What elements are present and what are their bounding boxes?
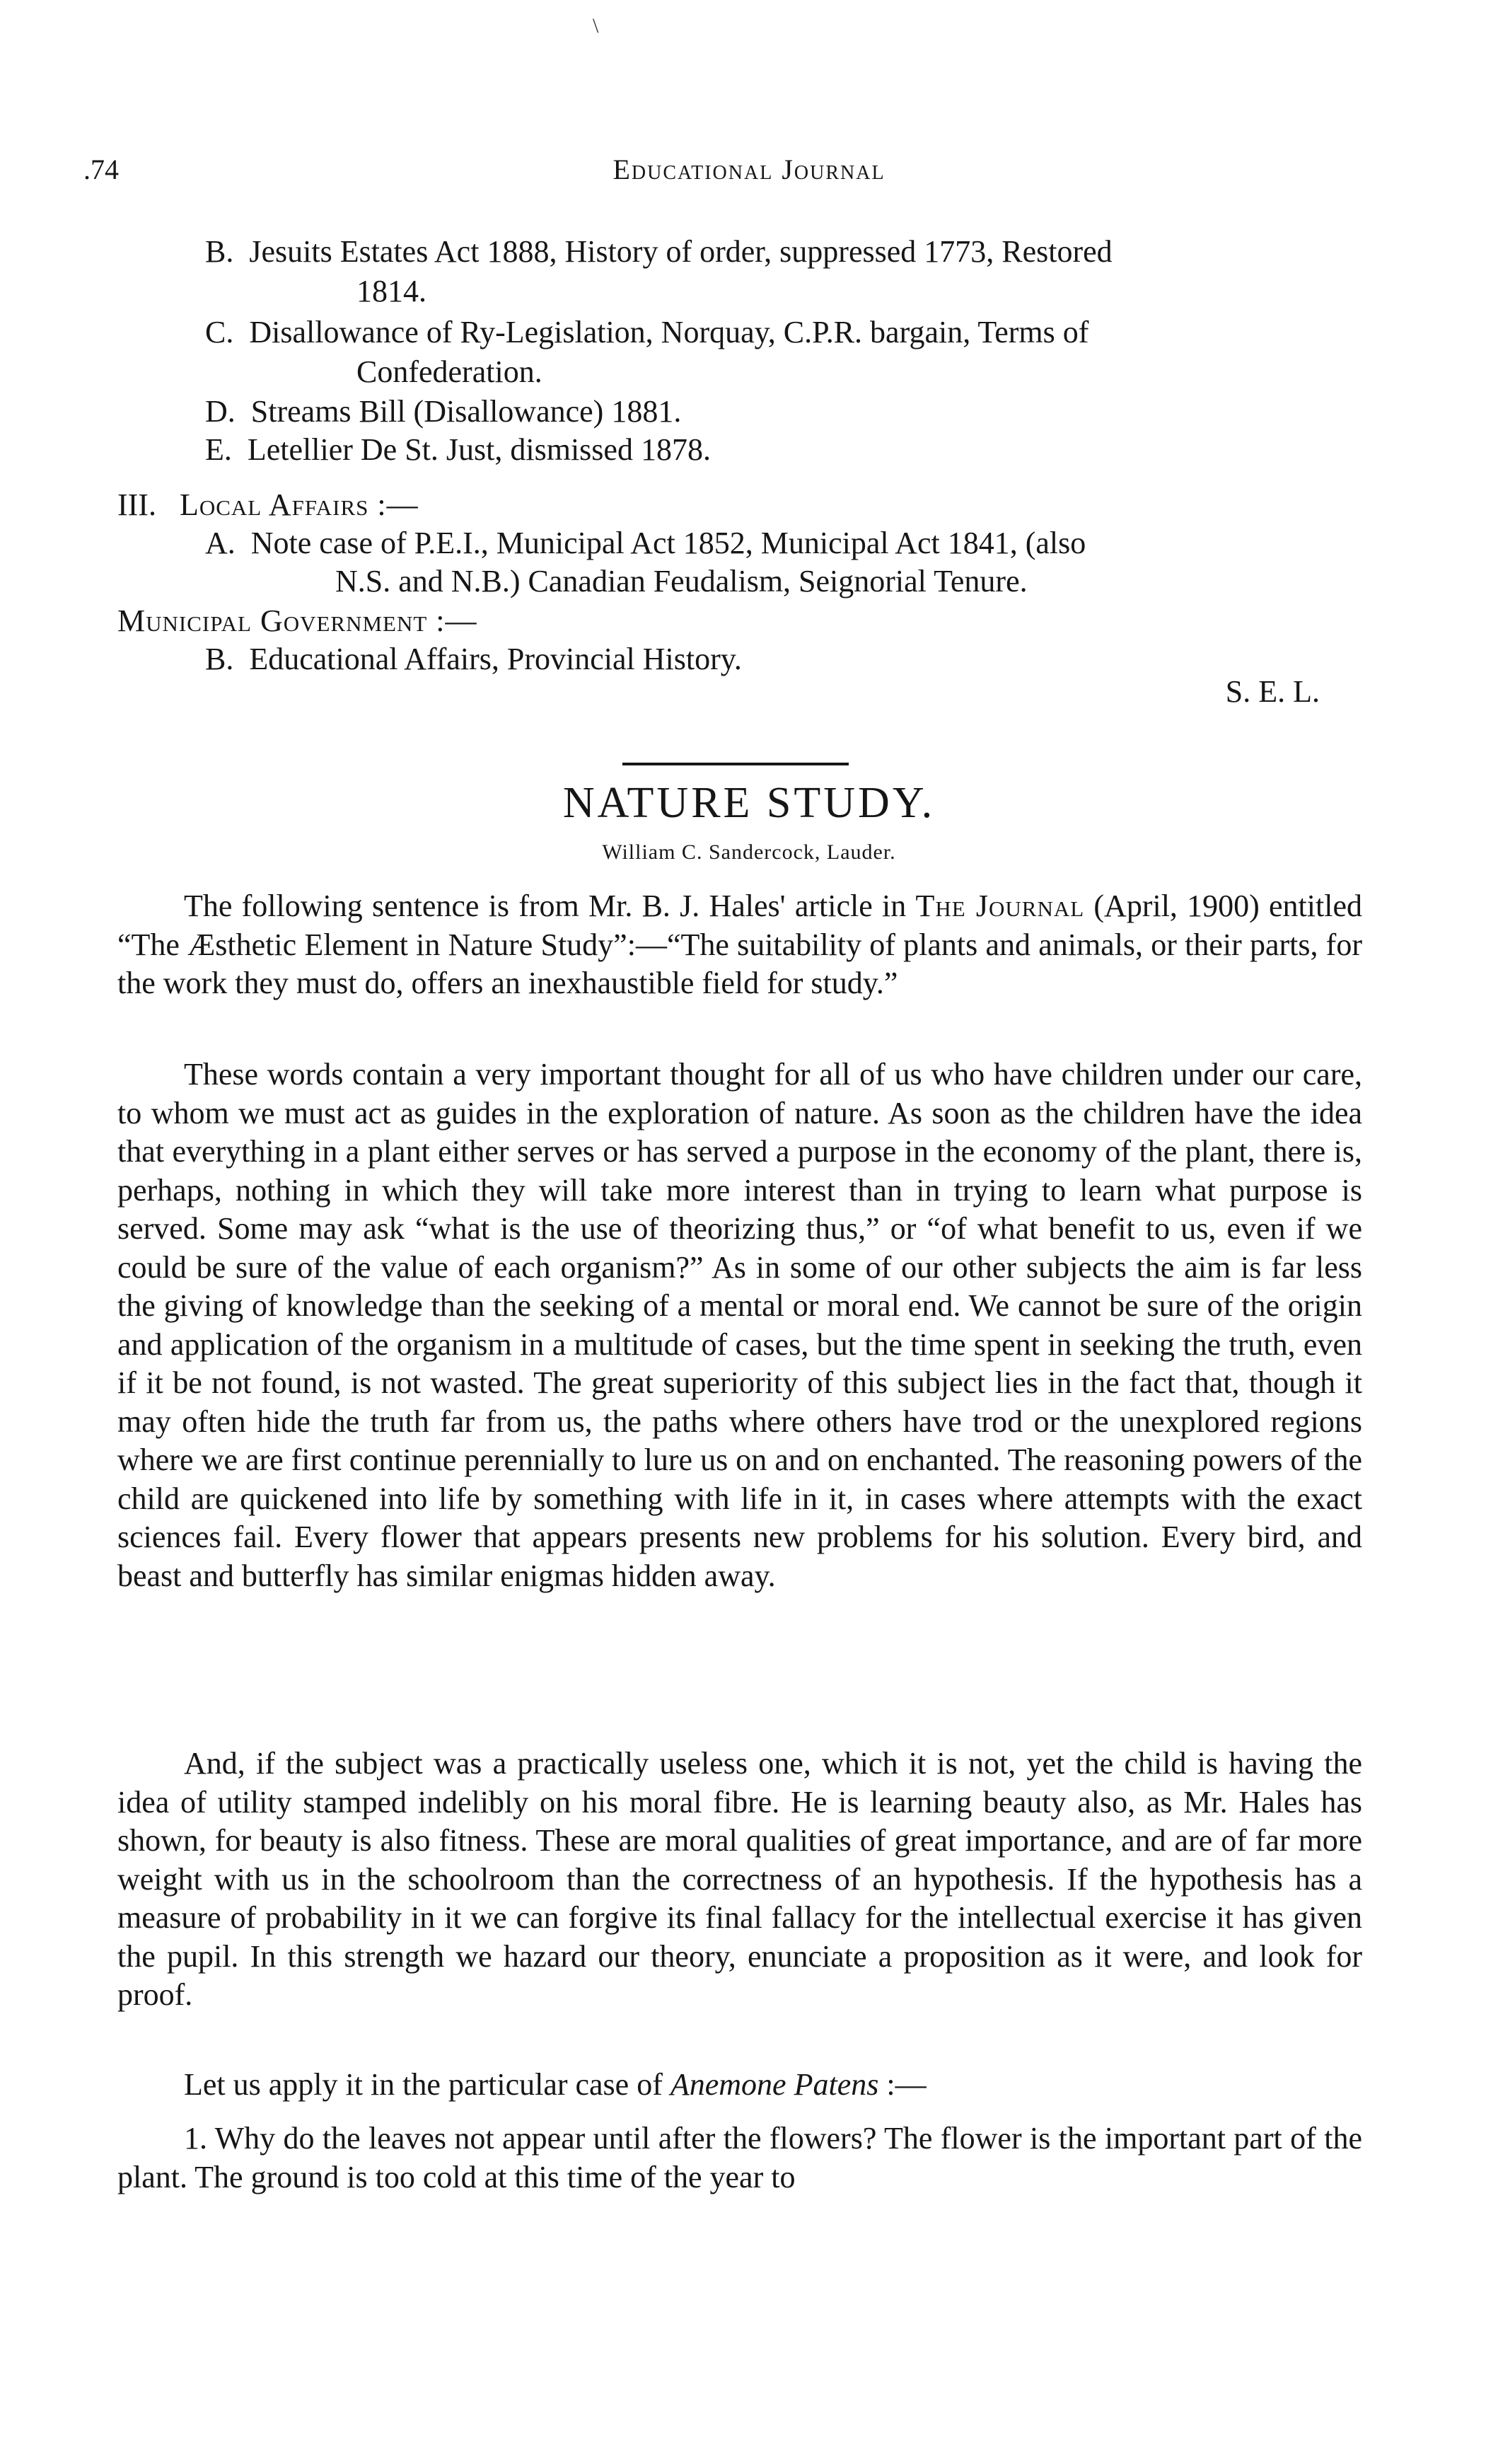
outline-item-text: Disallowance of Ry-Legislation, Norquay, C.P.R. bargain, Terms of (249, 315, 1089, 349)
section-divider (622, 763, 849, 765)
outline-item-letter: A. (205, 526, 236, 560)
outline-item-e (205, 432, 711, 468)
page-number: .74 (83, 154, 119, 185)
section-three-item-a (205, 525, 1086, 562)
paragraph-5: 1. Why do the leaves not appear until after the flowers? The flower is the important part of the plant. The ground is too cold at this time of the year to (117, 2121, 1362, 2194)
section-heading: Local Affairs :— (179, 487, 419, 522)
outline-item-text: Letellier De St. Just, dismissed 1878. (247, 432, 711, 467)
outline-item-b (205, 233, 1113, 270)
paragraph-4 (117, 2066, 1362, 2105)
outline-item-letter: B. (205, 642, 234, 676)
section-numeral: III. (117, 487, 156, 522)
paragraph-3: And, if the subject was a practically useless one, which it is not, yet the child is having the idea of utility stamped indelibly on his moral fibre. He is learning beauty also, as Mr. Hales has shown, for beauty is also fitness. These are moral qualities of great importance, and are of far more weight with us in the schoolroom than the correctness of an hypothesis. If the hypothesis has a measure of probability in it we can forgive its final fallacy for the intellectual exercise it has given the pupil. In this strength we hazard our theory, enunciate a proposition as it were, and look for proof. (117, 1746, 1362, 2012)
outline-item-d (205, 393, 681, 430)
article-title: NATURE STUDY. (562, 779, 936, 827)
species-name: Anemone Patens (670, 2067, 879, 2102)
outline-item-letter: C. (205, 315, 234, 349)
outline-item-letter: D. (205, 394, 236, 429)
municipal-item-b (205, 641, 742, 678)
paragraph-1 (117, 887, 1362, 1003)
running-title: Educational Journal (612, 154, 886, 185)
section-three-heading (117, 487, 419, 524)
municipal-heading: Municipal Government :— (117, 603, 477, 638)
paragraph-2: These words contain a very important thought for all of us who have children under our care, to whom we must act as guides in the exploration of nature. As soon as the children have the idea that everything in a plant either serves or has served a purpose in the economy of the plant, there is, perhaps, nothing in which they will take more interest than in trying to learn what purpose is served. Some may ask “what is the use of theorizing thus,” or “of what benefit to us, even if we could be sure of the value of each organism?” As in some of our other subjects the aim is far less the giving of knowledge than the seeking of a mental or moral end. We cannot be sure of the origin and application of the organism in a multitude of cases, but the time spent in seeking the truth, even if it be not found, is not wasted. The great superiority of this subject lies in the fact that, though it may often hide the truth far from us, the paths where others have trod or the unexplored regions where we are first continue perennially to lure us on and on enchanted. The reasoning powers of the child are quickened into life by something with life in it, in cases where attempts with the exact sciences fail. Every flower that appears presents new problems for his solution. Every bird, and beast and butterfly has similar enigmas hidden away. (117, 1057, 1362, 1593)
stray-mark: \ (593, 14, 599, 37)
author-initials: S. E. L. (1225, 674, 1320, 709)
outline-item-text: Note case of P.E.I., Municipal Act 1852, Municipal Act 1841, (also (250, 526, 1086, 560)
section-three-item-a-cont: N.S. and N.B.) Canadian Feudalism, Seignorial Tenure. (335, 564, 1028, 598)
outline-item-c (205, 314, 1088, 351)
paragraph-text: The following sentence is from Mr. B. J. Hales' article in (184, 889, 916, 923)
outline-item-text: Jesuits Estates Act 1888, History of order, suppressed 1773, Restored (249, 234, 1113, 269)
outline-item-text: Educational Affairs, Provincial History. (249, 642, 742, 676)
outline-item-letter: B. (205, 234, 234, 269)
outline-item-text: Streams Bill (Disallowance) 1881. (250, 394, 682, 429)
article-byline: William C. Sandercock, Lauder. (602, 840, 896, 864)
outline-item-letter: E. (205, 432, 232, 467)
journal-name: The Journal (915, 889, 1085, 923)
paragraph-text: Let us apply it in the particular case of (184, 2067, 670, 2102)
paragraph-text: :— (878, 2067, 927, 2102)
paragraph-text: (April, 1900) entitled “The Æsthetic Element in Nature Study”:—“The suitability of plants and animals, or their parts, for the work they must do, offers an inexhaustible field for study.” (117, 889, 1362, 1000)
outline-item-b-cont: 1814. (356, 274, 426, 308)
outline-item-c-cont: Confederation. (356, 354, 542, 389)
